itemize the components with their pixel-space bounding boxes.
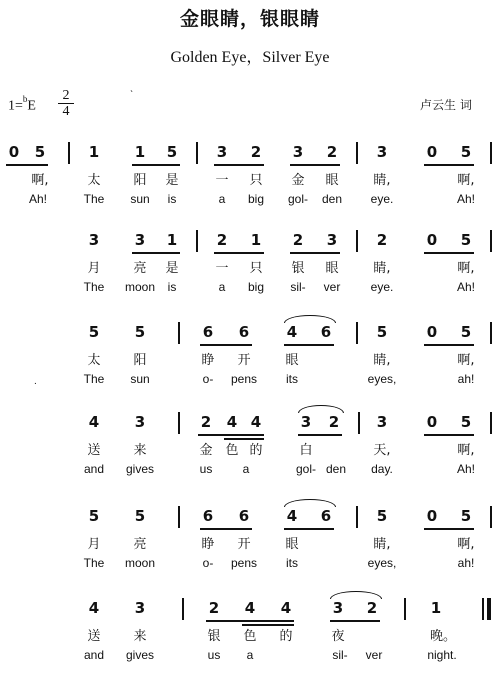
lyric-cn: 啊, xyxy=(31,173,49,188)
lyric-en: big xyxy=(247,280,264,294)
lyric-cn: 只 xyxy=(249,173,263,188)
lyric-en: a xyxy=(246,648,254,662)
lyric-en: sun xyxy=(130,372,150,386)
lyric-en: pens xyxy=(230,372,258,386)
note: 3 xyxy=(300,413,312,431)
note: 4 xyxy=(88,599,100,617)
note: 4 xyxy=(226,413,238,431)
lyric-cn: 送 xyxy=(87,629,101,644)
bar-line xyxy=(356,322,358,344)
bar-line xyxy=(404,598,406,620)
note: 5 xyxy=(460,413,472,431)
lyric-en: ah! xyxy=(457,556,475,570)
lyric-en: den xyxy=(325,462,347,476)
bar-line xyxy=(196,230,198,252)
lyric-cn: 一 xyxy=(215,261,229,276)
lyric-en: Ah! xyxy=(28,192,47,206)
lyric-en: The xyxy=(83,280,105,294)
note: 6 xyxy=(238,323,250,341)
note: 2 xyxy=(216,231,228,249)
lyric-cn: 来 xyxy=(133,443,147,458)
lyric-en: and xyxy=(83,648,105,662)
lyric-en: a xyxy=(218,280,226,294)
lyric-en: sil- xyxy=(332,648,348,662)
lyric-cn: 只 xyxy=(249,261,263,276)
underline xyxy=(298,434,342,436)
system-1 xyxy=(0,142,500,222)
note: 5 xyxy=(134,507,146,525)
lyric-cn: 亮 xyxy=(133,261,147,276)
slur xyxy=(284,499,336,507)
lyric-cn: 啊, xyxy=(457,261,475,276)
underline xyxy=(200,528,252,530)
note: 3 xyxy=(292,143,304,161)
lyric-en: and xyxy=(83,462,105,476)
lyric-cn: 啊, xyxy=(457,443,475,458)
lyric-cn: 睛, xyxy=(373,353,391,368)
final-bar-thin xyxy=(482,598,484,620)
time-signature xyxy=(58,89,74,118)
note: 5 xyxy=(460,143,472,161)
bar-line xyxy=(356,230,358,252)
lyric-cn: 月 xyxy=(87,537,101,552)
lyric-en: o- xyxy=(202,556,214,570)
note: 5 xyxy=(88,323,100,341)
underline xyxy=(132,164,180,166)
scan-dot: . xyxy=(34,376,37,387)
lyric-cn: 白 xyxy=(299,443,313,458)
bar-line xyxy=(178,506,180,528)
note: 5 xyxy=(460,231,472,249)
lyric-cn: 银 xyxy=(291,261,305,276)
note: 4 xyxy=(88,413,100,431)
note: 0 xyxy=(426,323,438,341)
lyricist-credit: 卢云生 词 xyxy=(420,98,472,112)
underline xyxy=(214,164,264,166)
bar-line xyxy=(490,322,492,344)
lyric-cn: 金 xyxy=(199,443,213,458)
note: 4 xyxy=(286,323,298,341)
lyric-cn: 睁 xyxy=(201,353,215,368)
note: 6 xyxy=(238,507,250,525)
system-3 xyxy=(0,322,500,402)
lyric-cn: 天, xyxy=(373,443,391,458)
note: 1 xyxy=(88,143,100,161)
lyric-cn: 色 xyxy=(225,443,239,458)
note: 6 xyxy=(202,323,214,341)
bar-line xyxy=(490,412,492,434)
lyric-cn: 色 xyxy=(243,629,257,644)
lyric-en: eye. xyxy=(370,192,394,206)
lyric-en: Ah! xyxy=(456,192,475,206)
bar-line xyxy=(356,506,358,528)
lyric-cn: 银 xyxy=(207,629,221,644)
underline xyxy=(206,620,294,622)
lyric-en: pens xyxy=(230,556,258,570)
slur xyxy=(330,591,382,599)
note: 0 xyxy=(426,507,438,525)
note: 3 xyxy=(134,413,146,431)
lyric-cn: 阳 xyxy=(133,173,147,188)
note: 2 xyxy=(376,231,388,249)
lyric-cn: 的 xyxy=(249,443,263,458)
lyric-cn: 夜 xyxy=(331,629,345,644)
lyric-en: ver xyxy=(323,280,341,294)
note: 4 xyxy=(286,507,298,525)
underline xyxy=(424,252,474,254)
lyric-en: ver xyxy=(365,648,383,662)
note: 5 xyxy=(134,323,146,341)
underline xyxy=(198,434,264,436)
time-denominator: 4 xyxy=(62,104,70,119)
title-english: Golden Eye，Silver Eye xyxy=(170,49,330,66)
bar-line xyxy=(358,412,360,434)
note: 5 xyxy=(376,323,388,341)
lyric-en: The xyxy=(83,192,105,206)
underline xyxy=(290,252,340,254)
note: 3 xyxy=(88,231,100,249)
note: 2 xyxy=(208,599,220,617)
lyric-cn: 眼 xyxy=(285,353,299,368)
lyric-en: day. xyxy=(371,462,393,476)
bar-line xyxy=(178,412,180,434)
lyric-en: The xyxy=(83,372,105,386)
lyric-en: gol- xyxy=(287,192,308,206)
note: 3 xyxy=(376,413,388,431)
final-bar-thick xyxy=(487,598,491,620)
lyric-en: gives xyxy=(125,648,154,662)
lyric-en: eyes, xyxy=(367,372,397,386)
note: 1 xyxy=(430,599,442,617)
bar-line xyxy=(490,230,492,252)
underline xyxy=(424,528,474,530)
lyric-en: moon xyxy=(124,280,156,294)
note: 5 xyxy=(460,323,472,341)
lyric-cn: 亮 xyxy=(133,537,147,552)
bar-line xyxy=(490,506,492,528)
underline xyxy=(6,164,48,166)
lyric-cn: 送 xyxy=(87,443,101,458)
lyric-cn: 来 xyxy=(133,629,147,644)
note: 6 xyxy=(320,507,332,525)
key-prefix: 1= xyxy=(8,98,23,114)
note: 3 xyxy=(216,143,228,161)
note: 1 xyxy=(134,143,146,161)
lyric-en: sun xyxy=(130,192,150,206)
lyric-cn: 开 xyxy=(237,353,251,368)
lyric-cn: 开 xyxy=(237,537,251,552)
key-flat: b xyxy=(22,94,28,104)
note: 3 xyxy=(134,599,146,617)
underline xyxy=(284,528,334,530)
bar-line xyxy=(490,142,492,164)
bar-line xyxy=(356,142,358,164)
lyric-en: us xyxy=(199,462,213,476)
time-numerator: 2 xyxy=(62,88,70,103)
lyric-en: gives xyxy=(125,462,154,476)
lyric-en: ah! xyxy=(457,372,475,386)
note: 1 xyxy=(250,231,262,249)
underline xyxy=(424,344,474,346)
lyric-cn: 啊, xyxy=(457,173,475,188)
key-signature xyxy=(8,96,36,115)
lyric-en: a xyxy=(218,192,226,206)
note: 0 xyxy=(426,231,438,249)
lyric-cn: 阳 xyxy=(133,353,147,368)
note: 2 xyxy=(200,413,212,431)
lyric-cn: 晚。 xyxy=(430,629,457,644)
system-5 xyxy=(0,506,500,586)
lyric-cn: 睁 xyxy=(201,537,215,552)
system-2 xyxy=(0,230,500,310)
lyric-en: a xyxy=(242,462,250,476)
underline xyxy=(424,164,474,166)
lyric-en: night. xyxy=(427,648,457,662)
lyric-cn: 眼 xyxy=(325,261,339,276)
lyric-cn: 睛, xyxy=(373,173,391,188)
key-letter: E xyxy=(27,98,36,114)
note: 5 xyxy=(376,507,388,525)
lyric-en: eye. xyxy=(370,280,394,294)
lyric-cn: 太 xyxy=(87,353,101,368)
bar-line xyxy=(196,142,198,164)
lyric-en: is xyxy=(167,192,177,206)
lyric-en: sil- xyxy=(290,280,306,294)
note: 5 xyxy=(460,507,472,525)
note: 2 xyxy=(250,143,262,161)
lyric-en: o- xyxy=(202,372,214,386)
scan-speck: ˋ xyxy=(130,90,134,101)
note: 4 xyxy=(250,413,262,431)
lyric-en: moon xyxy=(124,556,156,570)
note: 6 xyxy=(202,507,214,525)
note: 0 xyxy=(8,143,20,161)
underline xyxy=(424,434,474,436)
lyric-cn: 金 xyxy=(291,173,305,188)
bar-line xyxy=(68,142,70,164)
note: 4 xyxy=(244,599,256,617)
lyric-cn: 眼 xyxy=(285,537,299,552)
lyric-en: its xyxy=(286,556,298,570)
lyric-en: gol- xyxy=(295,462,316,476)
lyric-en: is xyxy=(167,280,177,294)
note: 5 xyxy=(88,507,100,525)
lyric-cn: 是 xyxy=(165,173,179,188)
underline xyxy=(330,620,380,622)
lyric-cn: 睛, xyxy=(373,261,391,276)
note: 3 xyxy=(376,143,388,161)
lyric-cn: 是 xyxy=(165,261,179,276)
title-chinese: 金眼睛，银眼睛 xyxy=(179,8,320,30)
note: 2 xyxy=(366,599,378,617)
note: 3 xyxy=(326,231,338,249)
underline xyxy=(200,344,252,346)
slur xyxy=(284,315,336,323)
lyric-en: its xyxy=(286,372,298,386)
lyric-cn: 啊, xyxy=(457,537,475,552)
system-6 xyxy=(0,598,500,678)
lyric-en: us xyxy=(207,648,221,662)
note: 4 xyxy=(280,599,292,617)
lyric-en: Ah! xyxy=(456,462,475,476)
lyric-cn: 睛, xyxy=(373,537,391,552)
note: 5 xyxy=(166,143,178,161)
lyric-cn: 眼 xyxy=(325,173,339,188)
lyric-en: Ah! xyxy=(456,280,475,294)
lyric-en: The xyxy=(83,556,105,570)
lyric-cn: 月 xyxy=(87,261,101,276)
note: 2 xyxy=(292,231,304,249)
bar-line xyxy=(182,598,184,620)
system-4 xyxy=(0,412,500,492)
note: 5 xyxy=(34,143,46,161)
underline xyxy=(290,164,340,166)
lyric-cn: 的 xyxy=(279,629,293,644)
bar-line xyxy=(178,322,180,344)
lyric-en: den xyxy=(321,192,343,206)
note: 1 xyxy=(166,231,178,249)
note: 2 xyxy=(326,143,338,161)
lyric-cn: 一 xyxy=(215,173,229,188)
lyric-cn: 啊, xyxy=(457,353,475,368)
slur xyxy=(298,405,344,413)
note: 0 xyxy=(426,413,438,431)
underline xyxy=(284,344,334,346)
note: 3 xyxy=(332,599,344,617)
note: 6 xyxy=(320,323,332,341)
note: 3 xyxy=(134,231,146,249)
lyric-en: eyes, xyxy=(367,556,397,570)
lyric-en: big xyxy=(247,192,264,206)
underline xyxy=(132,252,180,254)
note: 2 xyxy=(328,413,340,431)
note: 0 xyxy=(426,143,438,161)
underline xyxy=(214,252,264,254)
lyric-cn: 太 xyxy=(87,173,101,188)
